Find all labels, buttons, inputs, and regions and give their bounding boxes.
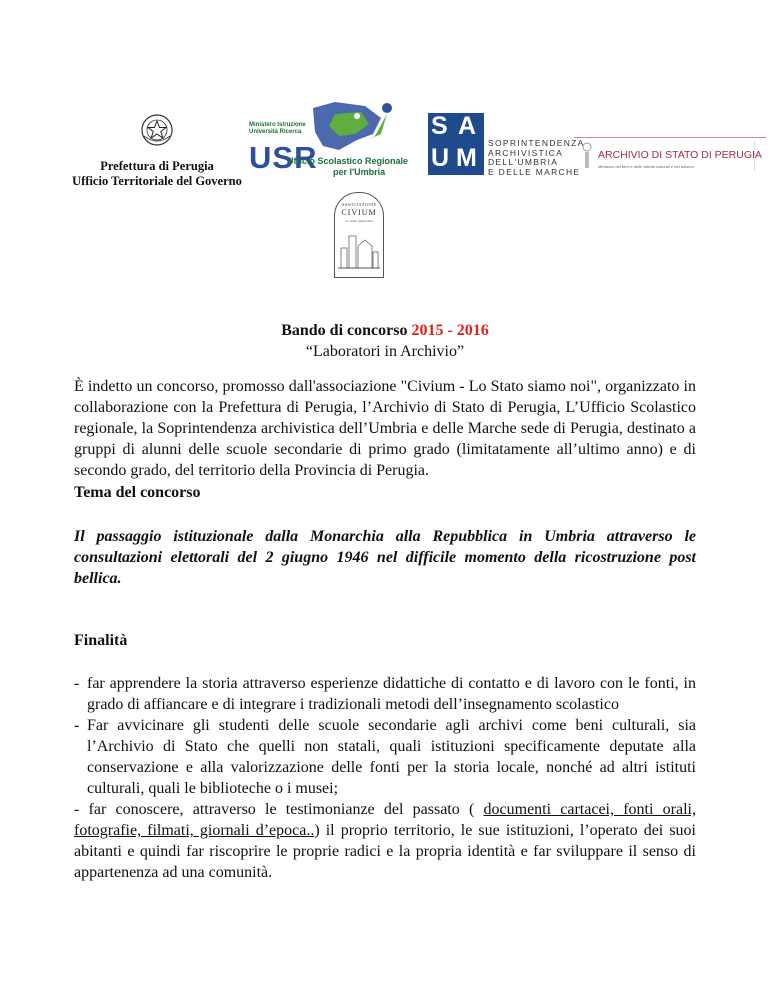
list-item-after: ) il proprio territorio, le sue istituzioni, l’operato dei suoi abitanti e quindi far riscoprire le proprie radici e la propria identità e far sviluppare il senso di appartenenza ad una comunità. (74, 822, 696, 881)
archivio-ministry: Ministero dei beni e delle attività culturali e del turismo (598, 164, 694, 169)
tema-text: Il passaggio istituzionale dalla Monarchia alla Repubblica in Umbria attraverso le consultazioni elettorali del 2 giugno 1946 nel difficile momento della ricostruzione post bellica. (74, 528, 696, 587)
list-item (74, 673, 696, 715)
civium-name: CIVIUM (341, 208, 377, 217)
tema-heading: Tema del concorso (74, 484, 201, 501)
prefettura-logo (72, 112, 242, 189)
prefettura-name: Prefettura di Perugia (100, 159, 214, 173)
finalita-heading: Finalità (74, 632, 128, 649)
list-item (74, 715, 696, 799)
list-item (74, 799, 696, 883)
civium-assoc: ASSOCIAZIONE (341, 202, 377, 207)
archivio-logo (574, 137, 766, 177)
usr-line1: Ufficio Scolastico Regionale (287, 156, 409, 166)
usr-ministry: Ministero Istruzione Università Ricerca (249, 122, 306, 135)
usr-line2: per l'Umbria (333, 167, 386, 177)
saum-letter: S (431, 112, 448, 140)
saum-logo (428, 112, 585, 177)
page-title (74, 320, 696, 341)
civium-motto: Lo Stato siamo Noi (345, 219, 373, 223)
saum-letter: U (431, 144, 450, 172)
usr-logo (247, 100, 407, 180)
prefettura-office: Ufficio Territoriale del Governo (72, 174, 242, 188)
title-years: 2015 - 2016 (411, 322, 489, 339)
civium-skyline-icon (338, 226, 380, 272)
saum-line: DELL'UMBRIA (488, 157, 559, 167)
sources-underlined: documenti cartacei, fonti orali, fotografie, filmati, giornali d’epoca.. (74, 801, 696, 839)
archivio-side (754, 141, 767, 171)
saum-line: ARCHIVISTICA (488, 147, 564, 158)
saum-letter: A (458, 112, 477, 140)
list-item-text: Far avvicinare gli studenti delle scuole secondarie agli archivi come beni culturali, sia l’Archivio di Stato che quelli non statali, quali istituzioni specificamente deputate alla conservazione e alla valorizzazione delle fonti per la storia locale, nonché ad altri istituti culturali, quali le biblioteche o i musei; (87, 717, 696, 797)
title-prefix: Bando di concorso (281, 322, 412, 339)
archivio-seal-icon (580, 141, 594, 171)
usr-acronym: USR (249, 140, 318, 175)
archivio-rule (574, 137, 766, 138)
finalita-list (74, 673, 696, 883)
archivio-name: ARCHIVIO DI STATO DI PERUGIA (598, 149, 762, 161)
list-dash: - (74, 675, 80, 692)
list-item-text: far apprendere la storia attraverso esperienze didattiche di contatto e di lavoro con le fonti, in grado di affiancare e di integrare i tradizionali metodi dell’insegnamento scolastico (87, 675, 696, 713)
intro-paragraph: È indetto un concorso, promosso dall'associazione "Civium - Lo Stato siamo noi", organizzato in collaborazione con la Prefettura di Perugia, l’Archivio di Stato di Perugia, L’Ufficio Scolastico regionale, la Soprintendenza archivistica dell’Umbria e delle Marche sede di Perugia, destinato a gruppi di alunni delle scuole secondarie di primo grado (limitatamente all’ultimo anno) e di secondo grado, del territorio della Provincia di Perugia. (74, 378, 696, 479)
list-item-before: - far conoscere, attraverso le testimonianze del passato ( (74, 801, 484, 818)
saum-line: E DELLE MARCHE (488, 166, 581, 177)
saum-line: SOPRINTENDENZA (488, 138, 585, 148)
saum-letter: M (456, 144, 477, 172)
title-block (74, 320, 696, 362)
list-dash: - (74, 717, 80, 734)
saum-text (488, 139, 585, 177)
civium-logo (334, 192, 384, 278)
italian-republic-emblem-icon (139, 112, 175, 148)
page-subtitle: “Laboratori in Archivio” (305, 343, 465, 360)
